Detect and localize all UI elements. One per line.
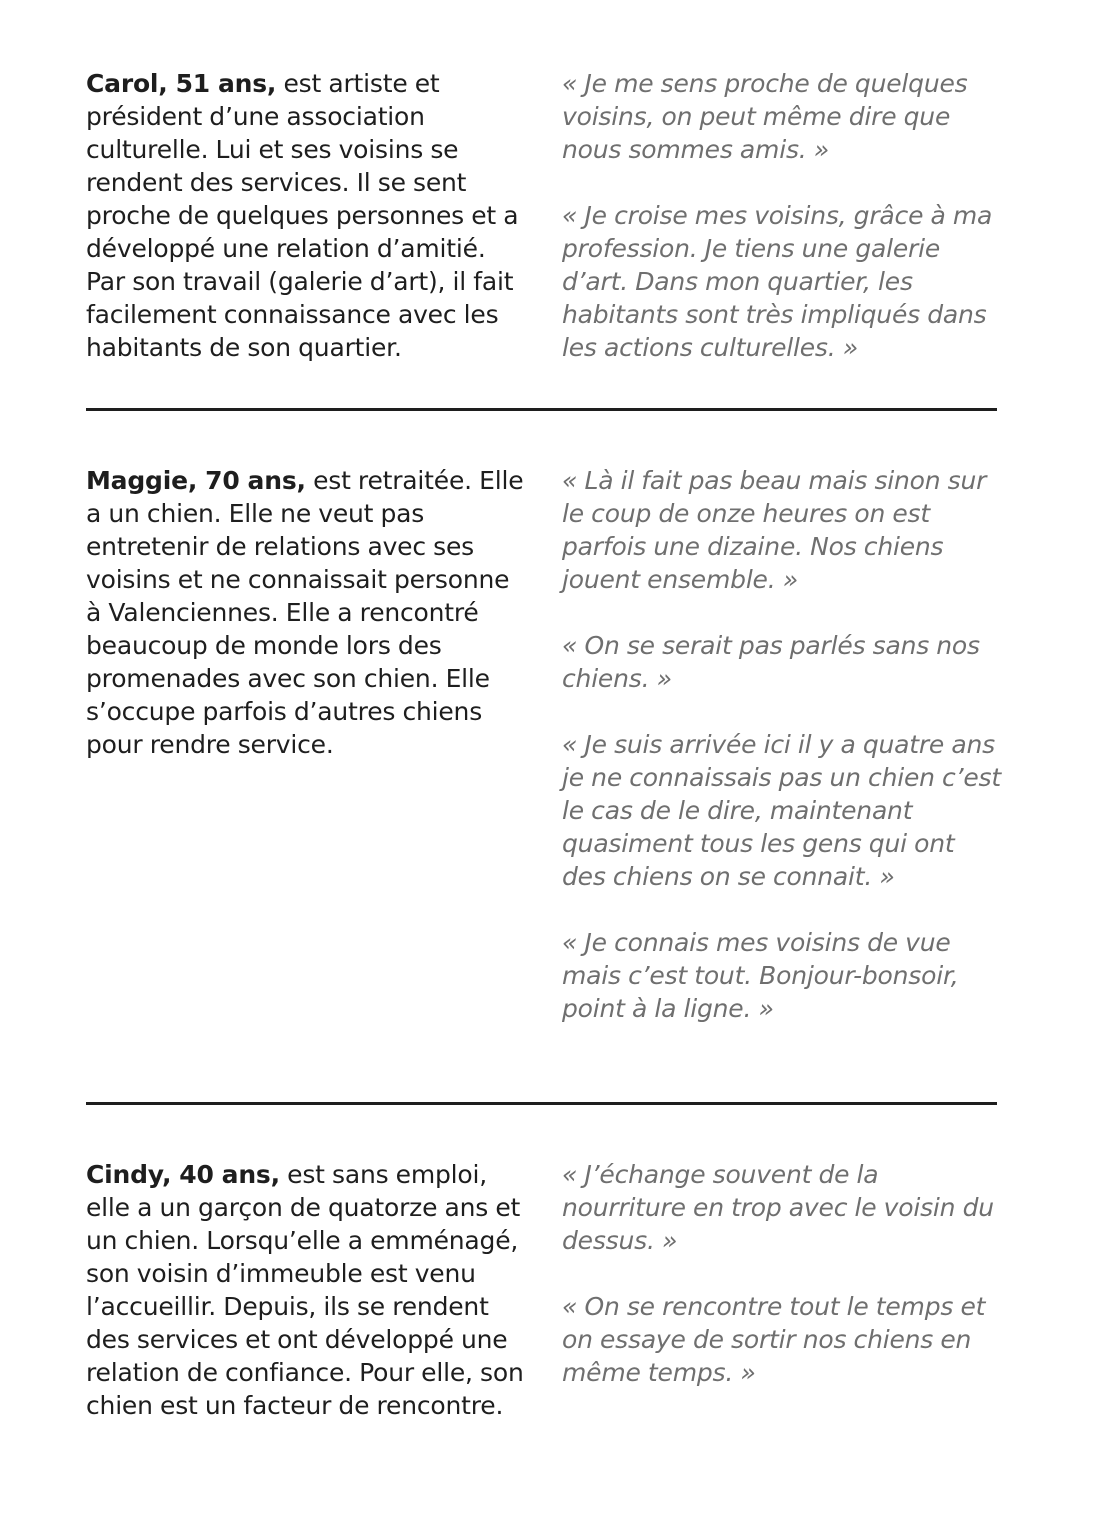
quote: « On se rencontre tout le temps et on essaye de sortir nos chiens en même temps. » bbox=[562, 1292, 986, 1387]
profile-description: est retraitée. Elle a un chien. Elle ne veut pas entretenir de relations avec ses voisins et ne connaissait personne à Valenciennes. Elle a rencontré beaucoup de monde lors des promenades avec son chien. Elle s’occupe parfois d’autres chiens pour rendre service. bbox=[86, 466, 524, 759]
quote: « Je connais mes voisins de vue mais c’est tout. Bonjour-bonsoir, point à la ligne. » bbox=[562, 928, 959, 1023]
quote: « Je me sens proche de quelques voisins, on peut même dire que nous sommes amis. » bbox=[562, 69, 968, 164]
profile-bio bbox=[86, 67, 526, 364]
quote: « On se serait pas parlés sans nos chiens. » bbox=[562, 631, 980, 693]
profile-description: est artiste et président d’une association culturelle. Lui et ses voisins se rendent des services. Il se sent proche de quelques personnes et a développé une relation d’amitié. Par son travail (galerie d’art), il fait facilement connaissance avec les habitants de son quartier. bbox=[86, 69, 519, 362]
profile-quotes bbox=[562, 1158, 1002, 1389]
section-divider bbox=[86, 408, 997, 411]
quote: « Là il fait pas beau mais sinon sur le coup de onze heures on est parfois une dizaine. Nos chiens jouent ensemble. » bbox=[562, 466, 987, 594]
profile-name: Cindy, 40 ans, bbox=[86, 1160, 280, 1189]
profile-quotes bbox=[562, 464, 1002, 1025]
quote: « J’échange souvent de la nourriture en trop avec le voisin du dessus. » bbox=[562, 1160, 994, 1255]
profile-bio bbox=[86, 1158, 526, 1422]
profile-quotes bbox=[562, 67, 1002, 364]
section-divider bbox=[86, 1102, 997, 1105]
profile-description: est sans emploi, elle a un garçon de quatorze ans et un chien. Lorsqu’elle a emménagé, son voisin d’immeuble est venu l’accueillir. Depuis, ils se rendent des services et ont développé une relation de confiance. Pour elle, son chien est un facteur de rencontre. bbox=[86, 1160, 524, 1420]
quote: « Je suis arrivée ici il y a quatre ans je ne connaissais pas un chien c’est le cas de le dire, maintenant quasiment tous les gens qui ont des chiens on se connait. » bbox=[562, 730, 1001, 891]
quote: « Je croise mes voisins, grâce à ma profession. Je tiens une galerie d’art. Dans mon quartier, les habitants sont très impliqués dans les actions culturelles. » bbox=[562, 201, 993, 362]
profile-bio bbox=[86, 464, 526, 761]
profile-name: Maggie, 70 ans, bbox=[86, 466, 306, 495]
profile-name: Carol, 51 ans, bbox=[86, 69, 277, 98]
